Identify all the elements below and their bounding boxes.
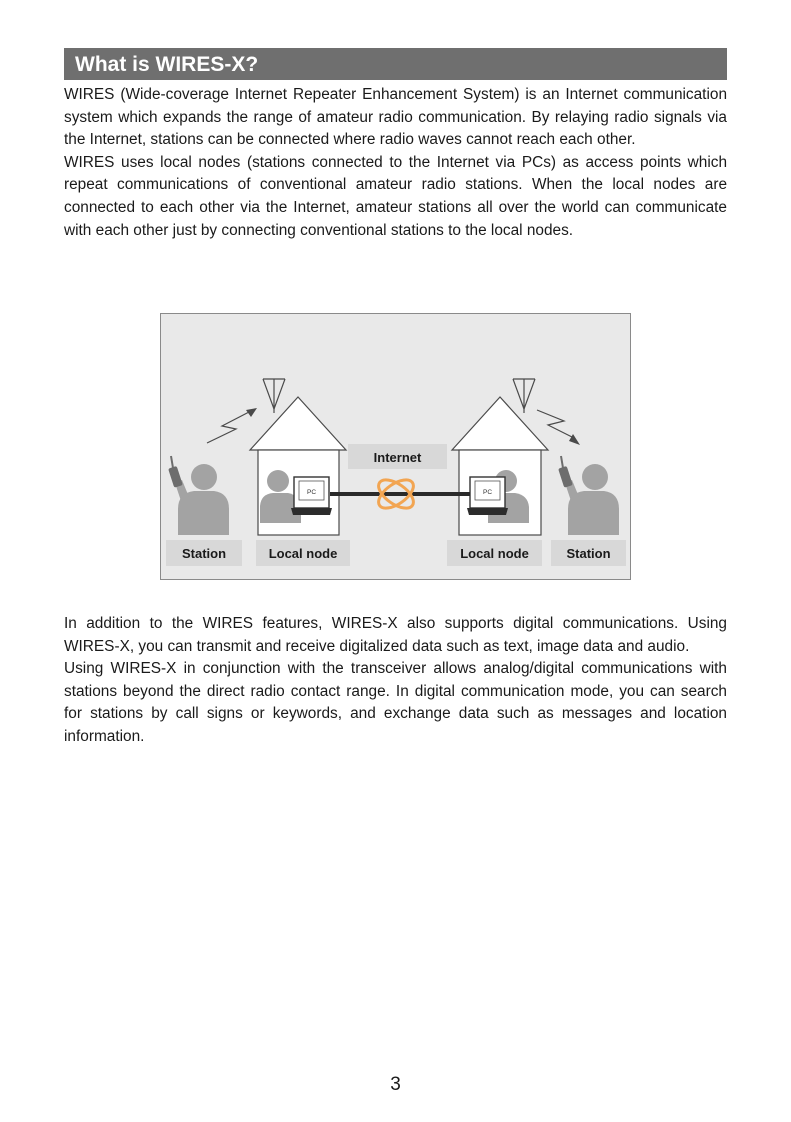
wires-diagram — [160, 313, 631, 580]
intro-text — [64, 84, 727, 242]
section-title: What is WIRES-X? — [75, 53, 259, 76]
pc-left-screen-text: PC — [306, 489, 317, 496]
intro-paragraph-1: WIRES (Wide-coverage Internet Repeater Enhancement System) is an Internet communication system which expands the range of amateur radio communication. By relaying radio signals via the Internet, stations can be connected where radio waves cannot reach each other. — [64, 86, 727, 149]
section-title-bar — [64, 48, 727, 80]
pc-right-icon — [467, 477, 508, 515]
station-right-label: Station — [566, 546, 611, 561]
pc-right-screen-text: PC — [482, 489, 493, 496]
station-left-label: Station — [181, 546, 227, 561]
intro-paragraph-2: WIRES uses local nodes (stations connected to the Internet via PCs) as access points which repeat communications of conventional amateur radio stations. When the local nodes are connected to each other via the Internet, amateur stations all over the world can communicate with each other just by connecting conventional stations to the local nodes. — [64, 153, 727, 239]
local-node-right-label: Local node — [460, 546, 529, 561]
page-number: 3 — [390, 1074, 401, 1095]
wires-x-paragraph-2: Using WIRES-X in conjunction with the transceiver allows analog/digital communications with stations beyond the direct radio contact range. In digital communication mode, you can search for stations by call signs or keywords, and exchange data such as messages and location information. — [64, 660, 727, 745]
wires-x-text — [64, 613, 727, 749]
pc-left-icon — [291, 477, 332, 515]
internet-label: Internet — [373, 450, 422, 465]
wires-x-paragraph-1: In addition to the WIRES features, WIRES-X also supports digital communications. Using WIRES-X, you can transmit and receive digitalized data such as text, image data and audio. — [64, 615, 727, 655]
local-node-left-label: Local node — [268, 546, 338, 561]
